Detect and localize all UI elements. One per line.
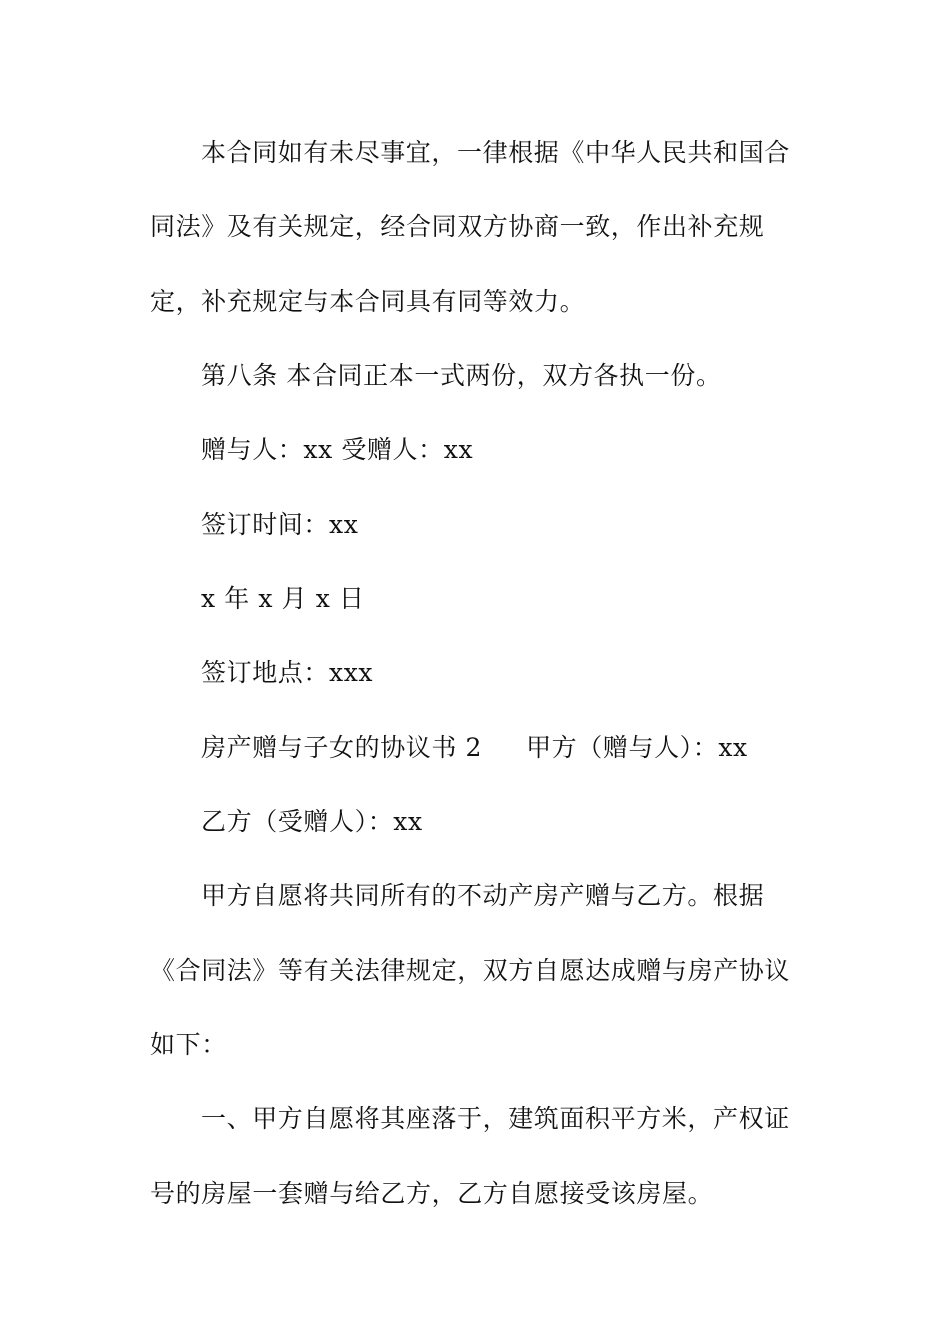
agreement-title: 房产赠与子女的协议书 2 [201,733,483,762]
paragraph-line: 甲方自愿将共同所有的不动产房产赠与乙方。根据 [201,881,765,910]
party-b-line: 乙方（受赠人）：xx [201,807,423,836]
parties-line: 赠与人：xx 受赠人：xx [201,435,474,464]
party-a-label: 甲方（赠与人）：xx [526,733,748,762]
agreement-title-line [201,733,748,763]
paragraph-line: 《合同法》等有关法律规定，双方自愿达成赠与房产协议 [150,956,791,985]
paragraph-line: 号的房屋一套赠与给乙方，乙方自愿接受该房屋。 [150,1179,714,1208]
paragraph-line: 本合同如有未尽事宜，一律根据《中华人民共和国合 [201,138,790,167]
paragraph-line: 同法》及有关规定，经合同双方协商一致，作出补充规 [150,212,765,241]
clause-one-line: 一、甲方自愿将其座落于，建筑面积平方米，产权证 [201,1104,790,1133]
paragraph-line: 定，补充规定与本合同具有同等效力。 [150,287,586,316]
date-line: x 年 x 月 x 日 [201,584,365,613]
signing-place-line: 签订地点：xxx [201,658,374,687]
signing-time-line: 签订时间：xx [201,510,359,539]
article-eight-line: 第八条 本合同正本一式两份，双方各执一份。 [201,361,722,390]
paragraph-line: 如下： [150,1030,227,1059]
